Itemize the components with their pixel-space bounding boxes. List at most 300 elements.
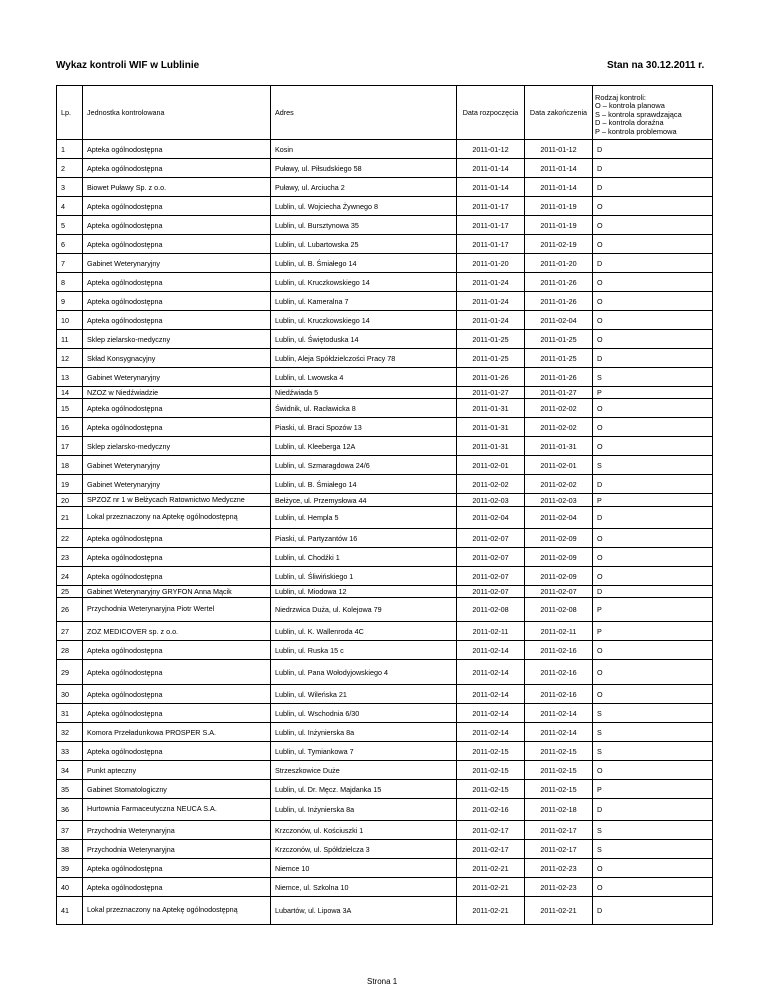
cell-end-date: 2011-02-16 bbox=[525, 685, 593, 704]
table-row bbox=[57, 723, 713, 742]
cell-start-date: 2011-02-21 bbox=[457, 859, 525, 878]
cell-unit: Hurtownia Farmaceutyczna NEUCA S.A. bbox=[83, 799, 271, 821]
cell-unit: Apteka ogólnodostępna bbox=[83, 529, 271, 548]
cell-end-date: 2011-01-31 bbox=[525, 437, 593, 456]
cell-inspection-type: O bbox=[593, 292, 713, 311]
cell-end-date: 2011-02-04 bbox=[525, 507, 593, 529]
cell-inspection-type: D bbox=[593, 349, 713, 368]
cell-end-date: 2011-02-07 bbox=[525, 586, 593, 598]
cell-lp: 31 bbox=[57, 704, 83, 723]
cell-lp: 8 bbox=[57, 273, 83, 292]
table-row bbox=[57, 641, 713, 660]
cell-address: Lublin, ul. Miodowa 12 bbox=[271, 586, 457, 598]
cell-start-date: 2011-02-15 bbox=[457, 742, 525, 761]
cell-end-date: 2011-02-23 bbox=[525, 878, 593, 897]
cell-inspection-type: S bbox=[593, 821, 713, 840]
cell-start-date: 2011-02-15 bbox=[457, 780, 525, 799]
cell-start-date: 2011-02-21 bbox=[457, 878, 525, 897]
cell-end-date: 2011-02-01 bbox=[525, 456, 593, 475]
cell-unit: Biowet Puławy Sp. z o.o. bbox=[83, 178, 271, 197]
cell-end-date: 2011-02-19 bbox=[525, 235, 593, 254]
cell-start-date: 2011-01-24 bbox=[457, 311, 525, 330]
cell-start-date: 2011-01-12 bbox=[457, 140, 525, 159]
cell-address: Lublin, ul. Tymiankowa 7 bbox=[271, 742, 457, 761]
cell-address: Lublin, ul. Kleeberga 12A bbox=[271, 437, 457, 456]
cell-end-date: 2011-01-14 bbox=[525, 159, 593, 178]
cell-unit: Przychodnia Weterynaryjna bbox=[83, 840, 271, 859]
cell-end-date: 2011-01-19 bbox=[525, 197, 593, 216]
cell-inspection-type: P bbox=[593, 598, 713, 622]
cell-lp: 25 bbox=[57, 586, 83, 598]
cell-end-date: 2011-02-02 bbox=[525, 399, 593, 418]
cell-lp: 38 bbox=[57, 840, 83, 859]
cell-inspection-type: D bbox=[593, 178, 713, 197]
table-row bbox=[57, 742, 713, 761]
cell-lp: 16 bbox=[57, 418, 83, 437]
cell-lp: 30 bbox=[57, 685, 83, 704]
cell-unit: Sklep zielarsko-medyczny bbox=[83, 330, 271, 349]
table-row bbox=[57, 273, 713, 292]
cell-unit: NZOZ w Niedźwiadzie bbox=[83, 387, 271, 399]
cell-lp: 14 bbox=[57, 387, 83, 399]
table-row bbox=[57, 387, 713, 399]
cell-start-date: 2011-02-01 bbox=[457, 456, 525, 475]
cell-lp: 28 bbox=[57, 641, 83, 660]
cell-inspection-type: D bbox=[593, 799, 713, 821]
cell-unit: Apteka ogólnodostępna bbox=[83, 399, 271, 418]
cell-unit: Gabinet Weterynaryjny bbox=[83, 368, 271, 387]
cell-inspection-type: O bbox=[593, 216, 713, 235]
cell-inspection-type: S bbox=[593, 368, 713, 387]
cell-unit: ZOZ MEDICOVER sp. z o.o. bbox=[83, 622, 271, 641]
cell-unit: Lokal przeznaczony na Aptekę ogólnodostępną bbox=[83, 507, 271, 529]
page-number: Strona 1 bbox=[367, 977, 398, 986]
cell-address: Świdnik, ul. Racławicka 8 bbox=[271, 399, 457, 418]
cell-end-date: 2011-01-26 bbox=[525, 273, 593, 292]
table-row bbox=[57, 475, 713, 494]
cell-inspection-type: D bbox=[593, 586, 713, 598]
cell-unit: Apteka ogólnodostępna bbox=[83, 159, 271, 178]
cell-lp: 17 bbox=[57, 437, 83, 456]
cell-lp: 20 bbox=[57, 494, 83, 507]
table-row bbox=[57, 418, 713, 437]
cell-inspection-type: P bbox=[593, 494, 713, 507]
cell-inspection-type: O bbox=[593, 437, 713, 456]
cell-lp: 24 bbox=[57, 567, 83, 586]
table-row bbox=[57, 330, 713, 349]
cell-inspection-type: O bbox=[593, 660, 713, 685]
table-row bbox=[57, 622, 713, 641]
cell-address: Lubartów, ul. Lipowa 3A bbox=[271, 897, 457, 925]
cell-start-date: 2011-02-08 bbox=[457, 598, 525, 622]
cell-unit: Gabinet Weterynaryjny bbox=[83, 254, 271, 273]
cell-inspection-type: P bbox=[593, 780, 713, 799]
cell-start-date: 2011-02-04 bbox=[457, 507, 525, 529]
cell-end-date: 2011-01-26 bbox=[525, 368, 593, 387]
table-row bbox=[57, 197, 713, 216]
cell-inspection-type: S bbox=[593, 723, 713, 742]
inspection-type-legend-p: P – kontrola problemowa bbox=[595, 126, 677, 136]
cell-end-date: 2011-02-18 bbox=[525, 799, 593, 821]
cell-end-date: 2011-02-03 bbox=[525, 494, 593, 507]
cell-end-date: 2011-02-16 bbox=[525, 660, 593, 685]
table-row bbox=[57, 254, 713, 273]
cell-inspection-type: O bbox=[593, 235, 713, 254]
cell-lp: 33 bbox=[57, 742, 83, 761]
cell-start-date: 2011-01-17 bbox=[457, 197, 525, 216]
column-header-lp: Lp. bbox=[57, 86, 83, 140]
table-row bbox=[57, 761, 713, 780]
cell-end-date: 2011-01-27 bbox=[525, 387, 593, 399]
cell-address: Lublin, ul. Chodźki 1 bbox=[271, 548, 457, 567]
cell-inspection-type: O bbox=[593, 311, 713, 330]
cell-unit: Przychodnia Weterynaryjna Piotr Wertel bbox=[83, 598, 271, 622]
cell-address: Niemce, ul. Szkolna 10 bbox=[271, 878, 457, 897]
cell-end-date: 2011-02-15 bbox=[525, 761, 593, 780]
table-row bbox=[57, 140, 713, 159]
cell-inspection-type: O bbox=[593, 641, 713, 660]
cell-lp: 40 bbox=[57, 878, 83, 897]
table-row bbox=[57, 292, 713, 311]
cell-lp: 27 bbox=[57, 622, 83, 641]
cell-end-date: 2011-02-02 bbox=[525, 418, 593, 437]
cell-lp: 5 bbox=[57, 216, 83, 235]
column-header-end-date: Data zakończenia bbox=[525, 86, 593, 140]
cell-inspection-type: O bbox=[593, 330, 713, 349]
cell-address: Puławy, ul. Piłsudskiego 58 bbox=[271, 159, 457, 178]
cell-end-date: 2011-01-25 bbox=[525, 330, 593, 349]
table-row bbox=[57, 529, 713, 548]
cell-inspection-type: O bbox=[593, 529, 713, 548]
cell-lp: 2 bbox=[57, 159, 83, 178]
cell-address: Lublin, ul. B. Śmiałego 14 bbox=[271, 475, 457, 494]
cell-end-date: 2011-02-16 bbox=[525, 641, 593, 660]
cell-start-date: 2011-01-17 bbox=[457, 216, 525, 235]
cell-inspection-type: D bbox=[593, 140, 713, 159]
cell-unit: Komora Przeładunkowa PROSPER S.A. bbox=[83, 723, 271, 742]
cell-unit: Lokal przeznaczony na Aptekę ogólnodostępną bbox=[83, 897, 271, 925]
cell-address: Lublin, ul. Inżynierska 8a bbox=[271, 723, 457, 742]
cell-start-date: 2011-01-27 bbox=[457, 387, 525, 399]
table-row bbox=[57, 507, 713, 529]
inspections-table bbox=[56, 85, 713, 925]
cell-address: Strzeszkowice Duże bbox=[271, 761, 457, 780]
cell-inspection-type: D bbox=[593, 254, 713, 273]
cell-unit: Apteka ogólnodostępna bbox=[83, 292, 271, 311]
cell-unit: Apteka ogólnodostępna bbox=[83, 273, 271, 292]
cell-start-date: 2011-01-31 bbox=[457, 418, 525, 437]
table-row bbox=[57, 840, 713, 859]
cell-end-date: 2011-02-17 bbox=[525, 840, 593, 859]
cell-unit: Sklep zielarsko-medyczny bbox=[83, 437, 271, 456]
table-row bbox=[57, 437, 713, 456]
cell-unit: Apteka ogólnodostępna bbox=[83, 704, 271, 723]
cell-unit: Apteka ogólnodostępna bbox=[83, 567, 271, 586]
cell-unit: Gabinet Weterynaryjny bbox=[83, 475, 271, 494]
cell-lp: 10 bbox=[57, 311, 83, 330]
cell-address: Bełżyce, ul. Przemysłowa 44 bbox=[271, 494, 457, 507]
table-row bbox=[57, 399, 713, 418]
table-row bbox=[57, 821, 713, 840]
cell-address: Lublin, ul. Wojciecha Żywnego 8 bbox=[271, 197, 457, 216]
cell-inspection-type: D bbox=[593, 897, 713, 925]
cell-start-date: 2011-01-14 bbox=[457, 159, 525, 178]
cell-end-date: 2011-02-17 bbox=[525, 821, 593, 840]
cell-start-date: 2011-01-20 bbox=[457, 254, 525, 273]
table-row bbox=[57, 598, 713, 622]
cell-start-date: 2011-02-17 bbox=[457, 840, 525, 859]
cell-lp: 32 bbox=[57, 723, 83, 742]
cell-unit: Apteka ogólnodostępna bbox=[83, 418, 271, 437]
table-row bbox=[57, 586, 713, 598]
cell-start-date: 2011-02-14 bbox=[457, 704, 525, 723]
cell-address: Lublin, ul. Dr. Męcz. Majdanka 15 bbox=[271, 780, 457, 799]
cell-start-date: 2011-02-07 bbox=[457, 548, 525, 567]
cell-lp: 41 bbox=[57, 897, 83, 925]
cell-lp: 6 bbox=[57, 235, 83, 254]
cell-inspection-type: O bbox=[593, 548, 713, 567]
table-row bbox=[57, 456, 713, 475]
cell-start-date: 2011-02-03 bbox=[457, 494, 525, 507]
cell-inspection-type: O bbox=[593, 273, 713, 292]
table-row bbox=[57, 878, 713, 897]
cell-unit: Apteka ogólnodostępna bbox=[83, 140, 271, 159]
cell-address: Lublin, ul. Kruczkowskiego 14 bbox=[271, 273, 457, 292]
cell-end-date: 2011-02-11 bbox=[525, 622, 593, 641]
table-row bbox=[57, 660, 713, 685]
cell-end-date: 2011-02-09 bbox=[525, 567, 593, 586]
cell-end-date: 2011-02-23 bbox=[525, 859, 593, 878]
cell-start-date: 2011-02-17 bbox=[457, 821, 525, 840]
cell-inspection-type: O bbox=[593, 761, 713, 780]
cell-address: Kosin bbox=[271, 140, 457, 159]
cell-address: Krzczonów, ul. Kościuszki 1 bbox=[271, 821, 457, 840]
cell-inspection-type: O bbox=[593, 567, 713, 586]
cell-inspection-type: O bbox=[593, 878, 713, 897]
cell-inspection-type: O bbox=[593, 685, 713, 704]
cell-address: Krzczonów, ul. Spółdzielcza 3 bbox=[271, 840, 457, 859]
cell-lp: 3 bbox=[57, 178, 83, 197]
cell-end-date: 2011-02-15 bbox=[525, 780, 593, 799]
cell-unit: Apteka ogólnodostępna bbox=[83, 197, 271, 216]
cell-end-date: 2011-02-15 bbox=[525, 742, 593, 761]
status-date: Stan na 30.12.2011 r. bbox=[607, 60, 705, 71]
cell-lp: 1 bbox=[57, 140, 83, 159]
cell-address: Niemce 10 bbox=[271, 859, 457, 878]
cell-end-date: 2011-01-19 bbox=[525, 216, 593, 235]
cell-start-date: 2011-02-21 bbox=[457, 897, 525, 925]
cell-address: Lublin, ul. Pana Wołodyjowskiego 4 bbox=[271, 660, 457, 685]
table-row bbox=[57, 685, 713, 704]
cell-inspection-type: O bbox=[593, 418, 713, 437]
cell-start-date: 2011-02-02 bbox=[457, 475, 525, 494]
cell-address: Piaski, ul. Braci Spozów 13 bbox=[271, 418, 457, 437]
cell-inspection-type: O bbox=[593, 399, 713, 418]
cell-end-date: 2011-02-09 bbox=[525, 529, 593, 548]
cell-lp: 15 bbox=[57, 399, 83, 418]
cell-inspection-type: S bbox=[593, 704, 713, 723]
table-row bbox=[57, 349, 713, 368]
cell-address: Lublin, ul. K. Wallenroda 4C bbox=[271, 622, 457, 641]
cell-unit: Przychodnia Weterynaryjna bbox=[83, 821, 271, 840]
cell-lp: 21 bbox=[57, 507, 83, 529]
table-row bbox=[57, 159, 713, 178]
cell-start-date: 2011-02-14 bbox=[457, 641, 525, 660]
cell-start-date: 2011-02-07 bbox=[457, 586, 525, 598]
table-row bbox=[57, 178, 713, 197]
cell-lp: 23 bbox=[57, 548, 83, 567]
cell-start-date: 2011-02-15 bbox=[457, 761, 525, 780]
column-header-start-date: Data rozpoczęcia bbox=[457, 86, 525, 140]
cell-inspection-type: D bbox=[593, 507, 713, 529]
cell-end-date: 2011-01-26 bbox=[525, 292, 593, 311]
cell-inspection-type: O bbox=[593, 859, 713, 878]
cell-inspection-type: D bbox=[593, 475, 713, 494]
cell-address: Lublin, ul. Kameralna 7 bbox=[271, 292, 457, 311]
cell-address: Puławy, ul. Arciucha 2 bbox=[271, 178, 457, 197]
cell-unit: Skład Konsygnacyjny bbox=[83, 349, 271, 368]
cell-end-date: 2011-02-02 bbox=[525, 475, 593, 494]
cell-start-date: 2011-01-25 bbox=[457, 330, 525, 349]
cell-lp: 12 bbox=[57, 349, 83, 368]
cell-address: Niedrzwica Duża, ul. Kolejowa 79 bbox=[271, 598, 457, 622]
cell-start-date: 2011-01-26 bbox=[457, 368, 525, 387]
cell-unit: SPZOZ nr 1 w Bełżycach Ratownictwo Medyczne bbox=[83, 494, 271, 507]
cell-unit: Apteka ogólnodostępna bbox=[83, 216, 271, 235]
table-row bbox=[57, 311, 713, 330]
cell-address: Lublin, ul. Kruczkowskiego 14 bbox=[271, 311, 457, 330]
cell-start-date: 2011-01-31 bbox=[457, 437, 525, 456]
cell-end-date: 2011-01-14 bbox=[525, 178, 593, 197]
cell-start-date: 2011-02-14 bbox=[457, 660, 525, 685]
cell-end-date: 2011-02-14 bbox=[525, 704, 593, 723]
inspection-type-legend-o: O – kontrola planowa bbox=[595, 101, 665, 110]
cell-address: Lublin, ul. Hempla 5 bbox=[271, 507, 457, 529]
cell-address: Lublin, ul. Inżynierska 8a bbox=[271, 799, 457, 821]
cell-unit: Apteka ogólnodostępna bbox=[83, 859, 271, 878]
cell-end-date: 2011-01-12 bbox=[525, 140, 593, 159]
table-header-row bbox=[57, 86, 713, 140]
cell-inspection-type: D bbox=[593, 159, 713, 178]
cell-lp: 4 bbox=[57, 197, 83, 216]
cell-address: Lublin, ul. Wschodnia 6/30 bbox=[271, 704, 457, 723]
table-row bbox=[57, 548, 713, 567]
cell-address: Lublin, ul. Wileńska 21 bbox=[271, 685, 457, 704]
cell-end-date: 2011-02-21 bbox=[525, 897, 593, 925]
inspection-type-legend-d: D – kontrola doraźna bbox=[595, 118, 664, 127]
table-body bbox=[57, 140, 713, 925]
table-row bbox=[57, 567, 713, 586]
cell-lp: 22 bbox=[57, 529, 83, 548]
cell-lp: 18 bbox=[57, 456, 83, 475]
cell-unit: Apteka ogólnodostępna bbox=[83, 548, 271, 567]
cell-lp: 13 bbox=[57, 368, 83, 387]
cell-lp: 11 bbox=[57, 330, 83, 349]
table-row bbox=[57, 216, 713, 235]
table-row bbox=[57, 704, 713, 723]
cell-lp: 9 bbox=[57, 292, 83, 311]
cell-lp: 34 bbox=[57, 761, 83, 780]
table-row bbox=[57, 780, 713, 799]
cell-end-date: 2011-01-20 bbox=[525, 254, 593, 273]
cell-lp: 39 bbox=[57, 859, 83, 878]
cell-start-date: 2011-02-16 bbox=[457, 799, 525, 821]
cell-start-date: 2011-01-24 bbox=[457, 273, 525, 292]
inspection-type-legend-s: S – kontrola sprawdzająca bbox=[595, 109, 682, 119]
cell-unit: Apteka ogólnodostępna bbox=[83, 878, 271, 897]
cell-start-date: 2011-01-24 bbox=[457, 292, 525, 311]
cell-unit: Apteka ogólnodostępna bbox=[83, 235, 271, 254]
cell-start-date: 2011-02-07 bbox=[457, 567, 525, 586]
cell-lp: 29 bbox=[57, 660, 83, 685]
cell-address: Lublin, ul. Śliwińskiego 1 bbox=[271, 567, 457, 586]
cell-start-date: 2011-02-07 bbox=[457, 529, 525, 548]
cell-start-date: 2011-01-17 bbox=[457, 235, 525, 254]
table-row bbox=[57, 235, 713, 254]
cell-address: Lublin, ul. Szmaragdowa 24/6 bbox=[271, 456, 457, 475]
cell-unit: Apteka ogólnodostępna bbox=[83, 311, 271, 330]
cell-unit: Gabinet Weterynaryjny GRYFON Anna Mącik bbox=[83, 586, 271, 598]
cell-address: Lublin, ul. Świętoduska 14 bbox=[271, 330, 457, 349]
table-row bbox=[57, 368, 713, 387]
cell-start-date: 2011-01-25 bbox=[457, 349, 525, 368]
table-row bbox=[57, 494, 713, 507]
cell-end-date: 2011-02-14 bbox=[525, 723, 593, 742]
cell-lp: 19 bbox=[57, 475, 83, 494]
cell-lp: 35 bbox=[57, 780, 83, 799]
cell-end-date: 2011-01-25 bbox=[525, 349, 593, 368]
cell-start-date: 2011-01-14 bbox=[457, 178, 525, 197]
cell-inspection-type: S bbox=[593, 456, 713, 475]
cell-address: Lublin, ul. Ruska 15 c bbox=[271, 641, 457, 660]
inspection-type-title: Rodzaj kontroli: bbox=[595, 92, 646, 102]
cell-address: Lublin, ul. Lubartowska 25 bbox=[271, 235, 457, 254]
column-header-address: Adres bbox=[271, 86, 457, 140]
document-title: Wykaz kontroli WIF w Lublinie bbox=[56, 60, 200, 71]
cell-unit: Apteka ogólnodostępna bbox=[83, 641, 271, 660]
cell-inspection-type: P bbox=[593, 387, 713, 399]
cell-start-date: 2011-01-31 bbox=[457, 399, 525, 418]
cell-address: Piaski, ul. Partyzantów 16 bbox=[271, 529, 457, 548]
cell-start-date: 2011-02-11 bbox=[457, 622, 525, 641]
cell-address: Lublin, ul. B. Śmiałego 14 bbox=[271, 254, 457, 273]
cell-address: Niedźwiada 5 bbox=[271, 387, 457, 399]
cell-end-date: 2011-02-08 bbox=[525, 598, 593, 622]
table-row bbox=[57, 859, 713, 878]
cell-address: Lublin, ul. Lwowska 4 bbox=[271, 368, 457, 387]
cell-start-date: 2011-02-14 bbox=[457, 685, 525, 704]
cell-unit: Gabinet Stomatologiczny bbox=[83, 780, 271, 799]
column-header-unit: Jednostka kontrolowana bbox=[83, 86, 271, 140]
cell-unit: Apteka ogólnodostępna bbox=[83, 685, 271, 704]
cell-address: Lublin, ul. Bursztynowa 35 bbox=[271, 216, 457, 235]
cell-end-date: 2011-02-09 bbox=[525, 548, 593, 567]
cell-lp: 36 bbox=[57, 799, 83, 821]
cell-unit: Apteka ogólnodostępna bbox=[83, 660, 271, 685]
table-row bbox=[57, 897, 713, 925]
cell-inspection-type: S bbox=[593, 840, 713, 859]
cell-lp: 26 bbox=[57, 598, 83, 622]
cell-unit: Apteka ogólnodostępna bbox=[83, 742, 271, 761]
cell-start-date: 2011-02-14 bbox=[457, 723, 525, 742]
cell-lp: 37 bbox=[57, 821, 83, 840]
cell-unit: Punkt apteczny bbox=[83, 761, 271, 780]
cell-inspection-type: P bbox=[593, 622, 713, 641]
cell-address: Lublin, Aleja Spółdzielczości Pracy 78 bbox=[271, 349, 457, 368]
column-header-inspection-type bbox=[593, 86, 713, 140]
cell-inspection-type: O bbox=[593, 197, 713, 216]
table-row bbox=[57, 799, 713, 821]
